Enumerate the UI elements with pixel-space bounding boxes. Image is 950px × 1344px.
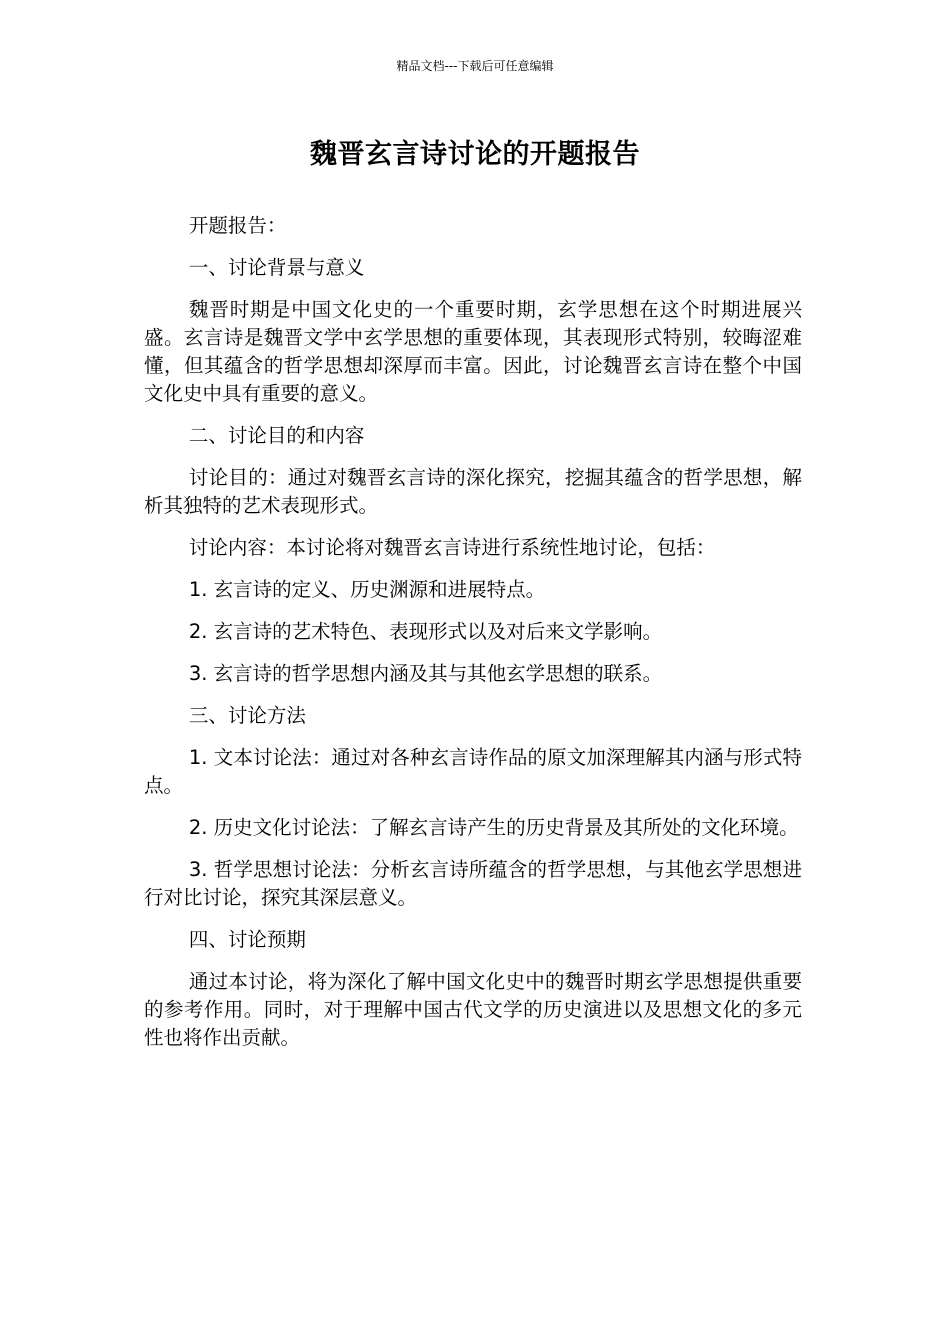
- content-item: 2. 玄言诗的艺术特色、表现形式以及对后来文学影响。: [188, 620, 663, 643]
- section-heading-methods: 三、讨论方法: [188, 704, 306, 727]
- section-heading-purpose: 二、讨论目的和内容: [188, 424, 365, 447]
- method-item: 1. 文本讨论法：通过对各种玄言诗作品的原文加深理解其内涵与形式特点。: [144, 746, 802, 797]
- header-note: 精品文档---下载后可任意编辑: [396, 59, 554, 73]
- content-paragraph: 讨论内容：本讨论将对魏晋玄言诗进行系统性地讨论，包括：: [188, 536, 716, 559]
- content-item: 1. 玄言诗的定义、历史渊源和进展特点。: [188, 578, 546, 601]
- expectation-paragraph: 通过本讨论，将为深化了解中国文化史中的魏晋时期玄学思想提供重要的参考作用。同时，对于理解中国古代文学的历史演进以及思想文化的多元性也将作出贡献。: [144, 970, 802, 1049]
- document-body: [144, 212, 802, 1066]
- method-item: 2. 历史文化讨论法：了解玄言诗产生的历史背景及其所处的文化环境。: [188, 816, 799, 839]
- method-item: 3. 哲学思想讨论法：分析玄言诗所蕴含的哲学思想，与其他玄学思想进行对比讨论，探究其深层意义。: [144, 858, 802, 909]
- section-heading-background: 一、讨论背景与意义: [188, 256, 365, 279]
- background-paragraph: 魏晋时期是中国文化史的一个重要时期，玄学思想在这个时期进展兴盛。玄言诗是魏晋文学中玄学思想的重要体现，其表现形式特别，较晦涩难懂，但其蕴含的哲学思想却深厚而丰富。因此，讨论魏晋玄言诗在整个中国文化史中具有重要的意义。: [144, 298, 802, 405]
- content-item: 3. 玄言诗的哲学思想内涵及其与其他玄学思想的联系。: [188, 662, 663, 685]
- purpose-paragraph: 讨论目的：通过对魏晋玄言诗的深化探究，挖掘其蕴含的哲学思想，解析其独特的艺术表现形式。: [144, 466, 802, 517]
- report-label: 开题报告：: [188, 214, 287, 237]
- section-heading-expectation: 四、讨论预期: [188, 928, 306, 951]
- document-title: 魏晋玄言诗讨论的开题报告: [310, 139, 640, 170]
